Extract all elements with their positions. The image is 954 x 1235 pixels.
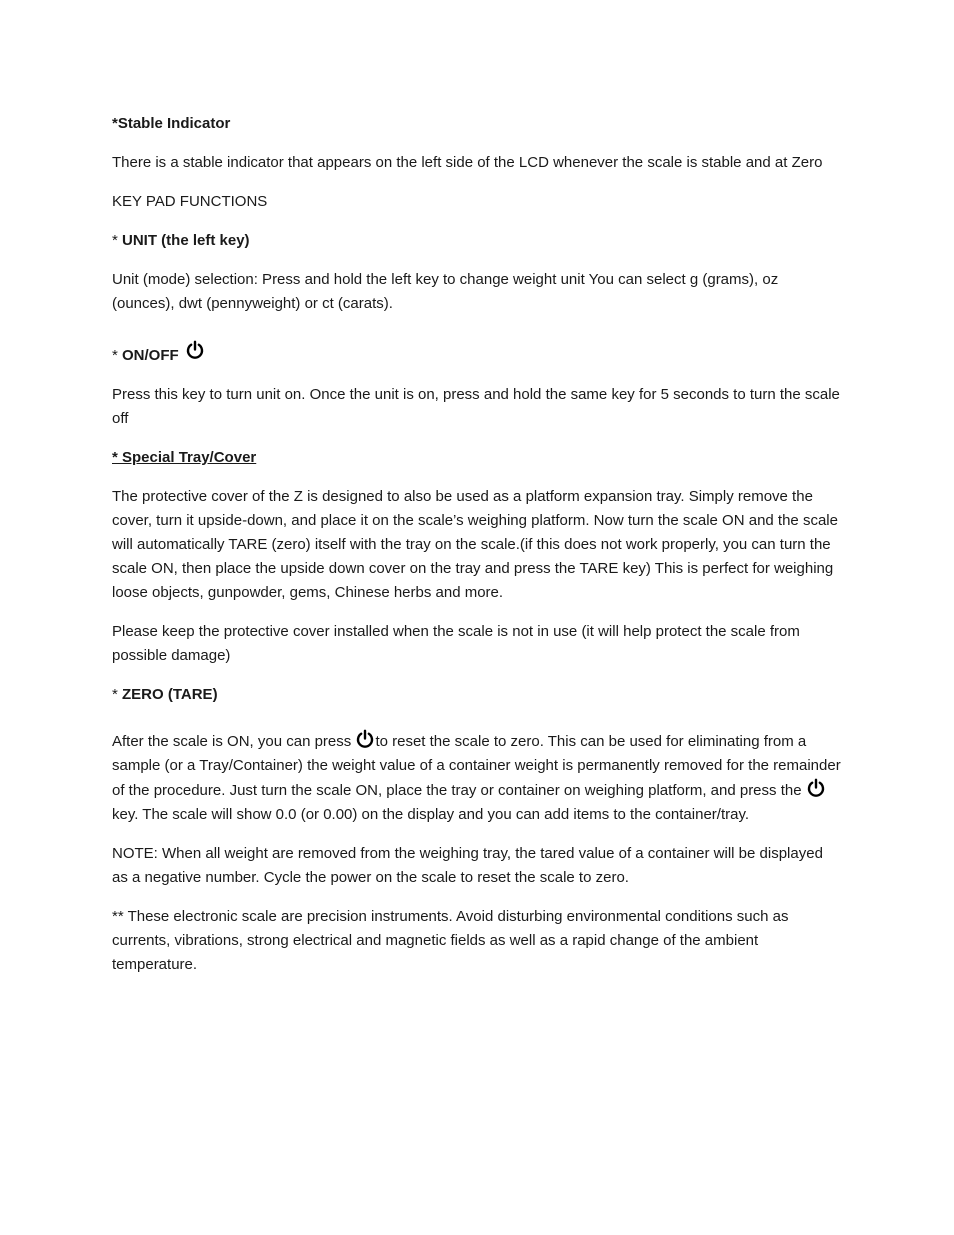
power-icon xyxy=(806,778,826,798)
onoff-body: Press this key to turn unit on. Once the unit is on, press and hold the same key for 5 seconds to turn the scale off xyxy=(112,386,840,427)
unit-heading-line xyxy=(112,229,842,253)
zero-heading: ZERO (TARE) xyxy=(122,686,218,703)
warning-body: ** These electronic scale are precision instruments. Avoid disturbing environmental conditions such as currents, vibrations, strong electrical and magnetic fields as well as a rapid change of the ambient temperature. xyxy=(112,908,789,973)
zero-body-part3: key. The scale will show 0.0 (or 0.00) on the display and you can add items to the container/tray. xyxy=(112,806,750,823)
onoff-prefix: * xyxy=(112,347,123,364)
tray-body-1: The protective cover of the Z is designed to also be used as a platform expansion tray. Simply remove the cover, turn it upside-down, and place it on the scale’s weighing platform. Now turn the scale ON and the scale will automatically TARE (zero) itself with the tray on the scale.(if this does not work properly, you can turn the scale ON, then place the upside down cover on the tray and press the TARE key) This is perfect for weighing loose objects, gunpowder, gems, Chinese herbs and more. xyxy=(112,488,838,601)
tray-body-2: Please keep the protective cover installed when the scale is not in use (it will help protect the scale from possible damage) xyxy=(112,623,800,664)
stable-indicator-body: There is a stable indicator that appears on the left side of the LCD whenever the scale is stable and at Zero xyxy=(112,154,823,171)
document-content xyxy=(112,112,842,992)
tray-heading: * Special Tray/Cover xyxy=(112,449,257,466)
power-icon xyxy=(185,340,205,360)
stable-indicator-heading: *Stable Indicator xyxy=(112,115,231,132)
unit-heading: UNIT (the left key) xyxy=(122,232,250,249)
zero-prefix: * xyxy=(112,686,123,703)
unit-body: Unit (mode) selection: Press and hold the left key to change weight unit You can select g (grams), oz (ounces), dwt (pennyweight) or ct (carats). xyxy=(112,271,779,312)
zero-body-part2: to reset the scale to zero. This can be used for eliminating from a sample (or a Tray/Container) the weight value of a container weight is permanently removed for the remainder of the procedure. Just turn the scale ON, place the tray or container on weighing platform, and press the xyxy=(112,733,841,799)
onoff-heading: ON/OFF xyxy=(122,347,179,364)
unit-prefix: * xyxy=(112,232,123,249)
power-icon xyxy=(355,729,375,749)
zero-body-part1: After the scale is ON, you can press xyxy=(112,733,356,750)
note-body: NOTE: When all weight are removed from the weighing tray, the tared value of a container will be displayed as a negative number. Cycle the power on the scale to reset the scale to zero. xyxy=(112,845,823,886)
zero-heading-line xyxy=(112,683,842,707)
key-pad-heading: KEY PAD FUNCTIONS xyxy=(112,193,268,210)
onoff-heading-line xyxy=(112,340,842,368)
zero-body xyxy=(112,729,842,827)
